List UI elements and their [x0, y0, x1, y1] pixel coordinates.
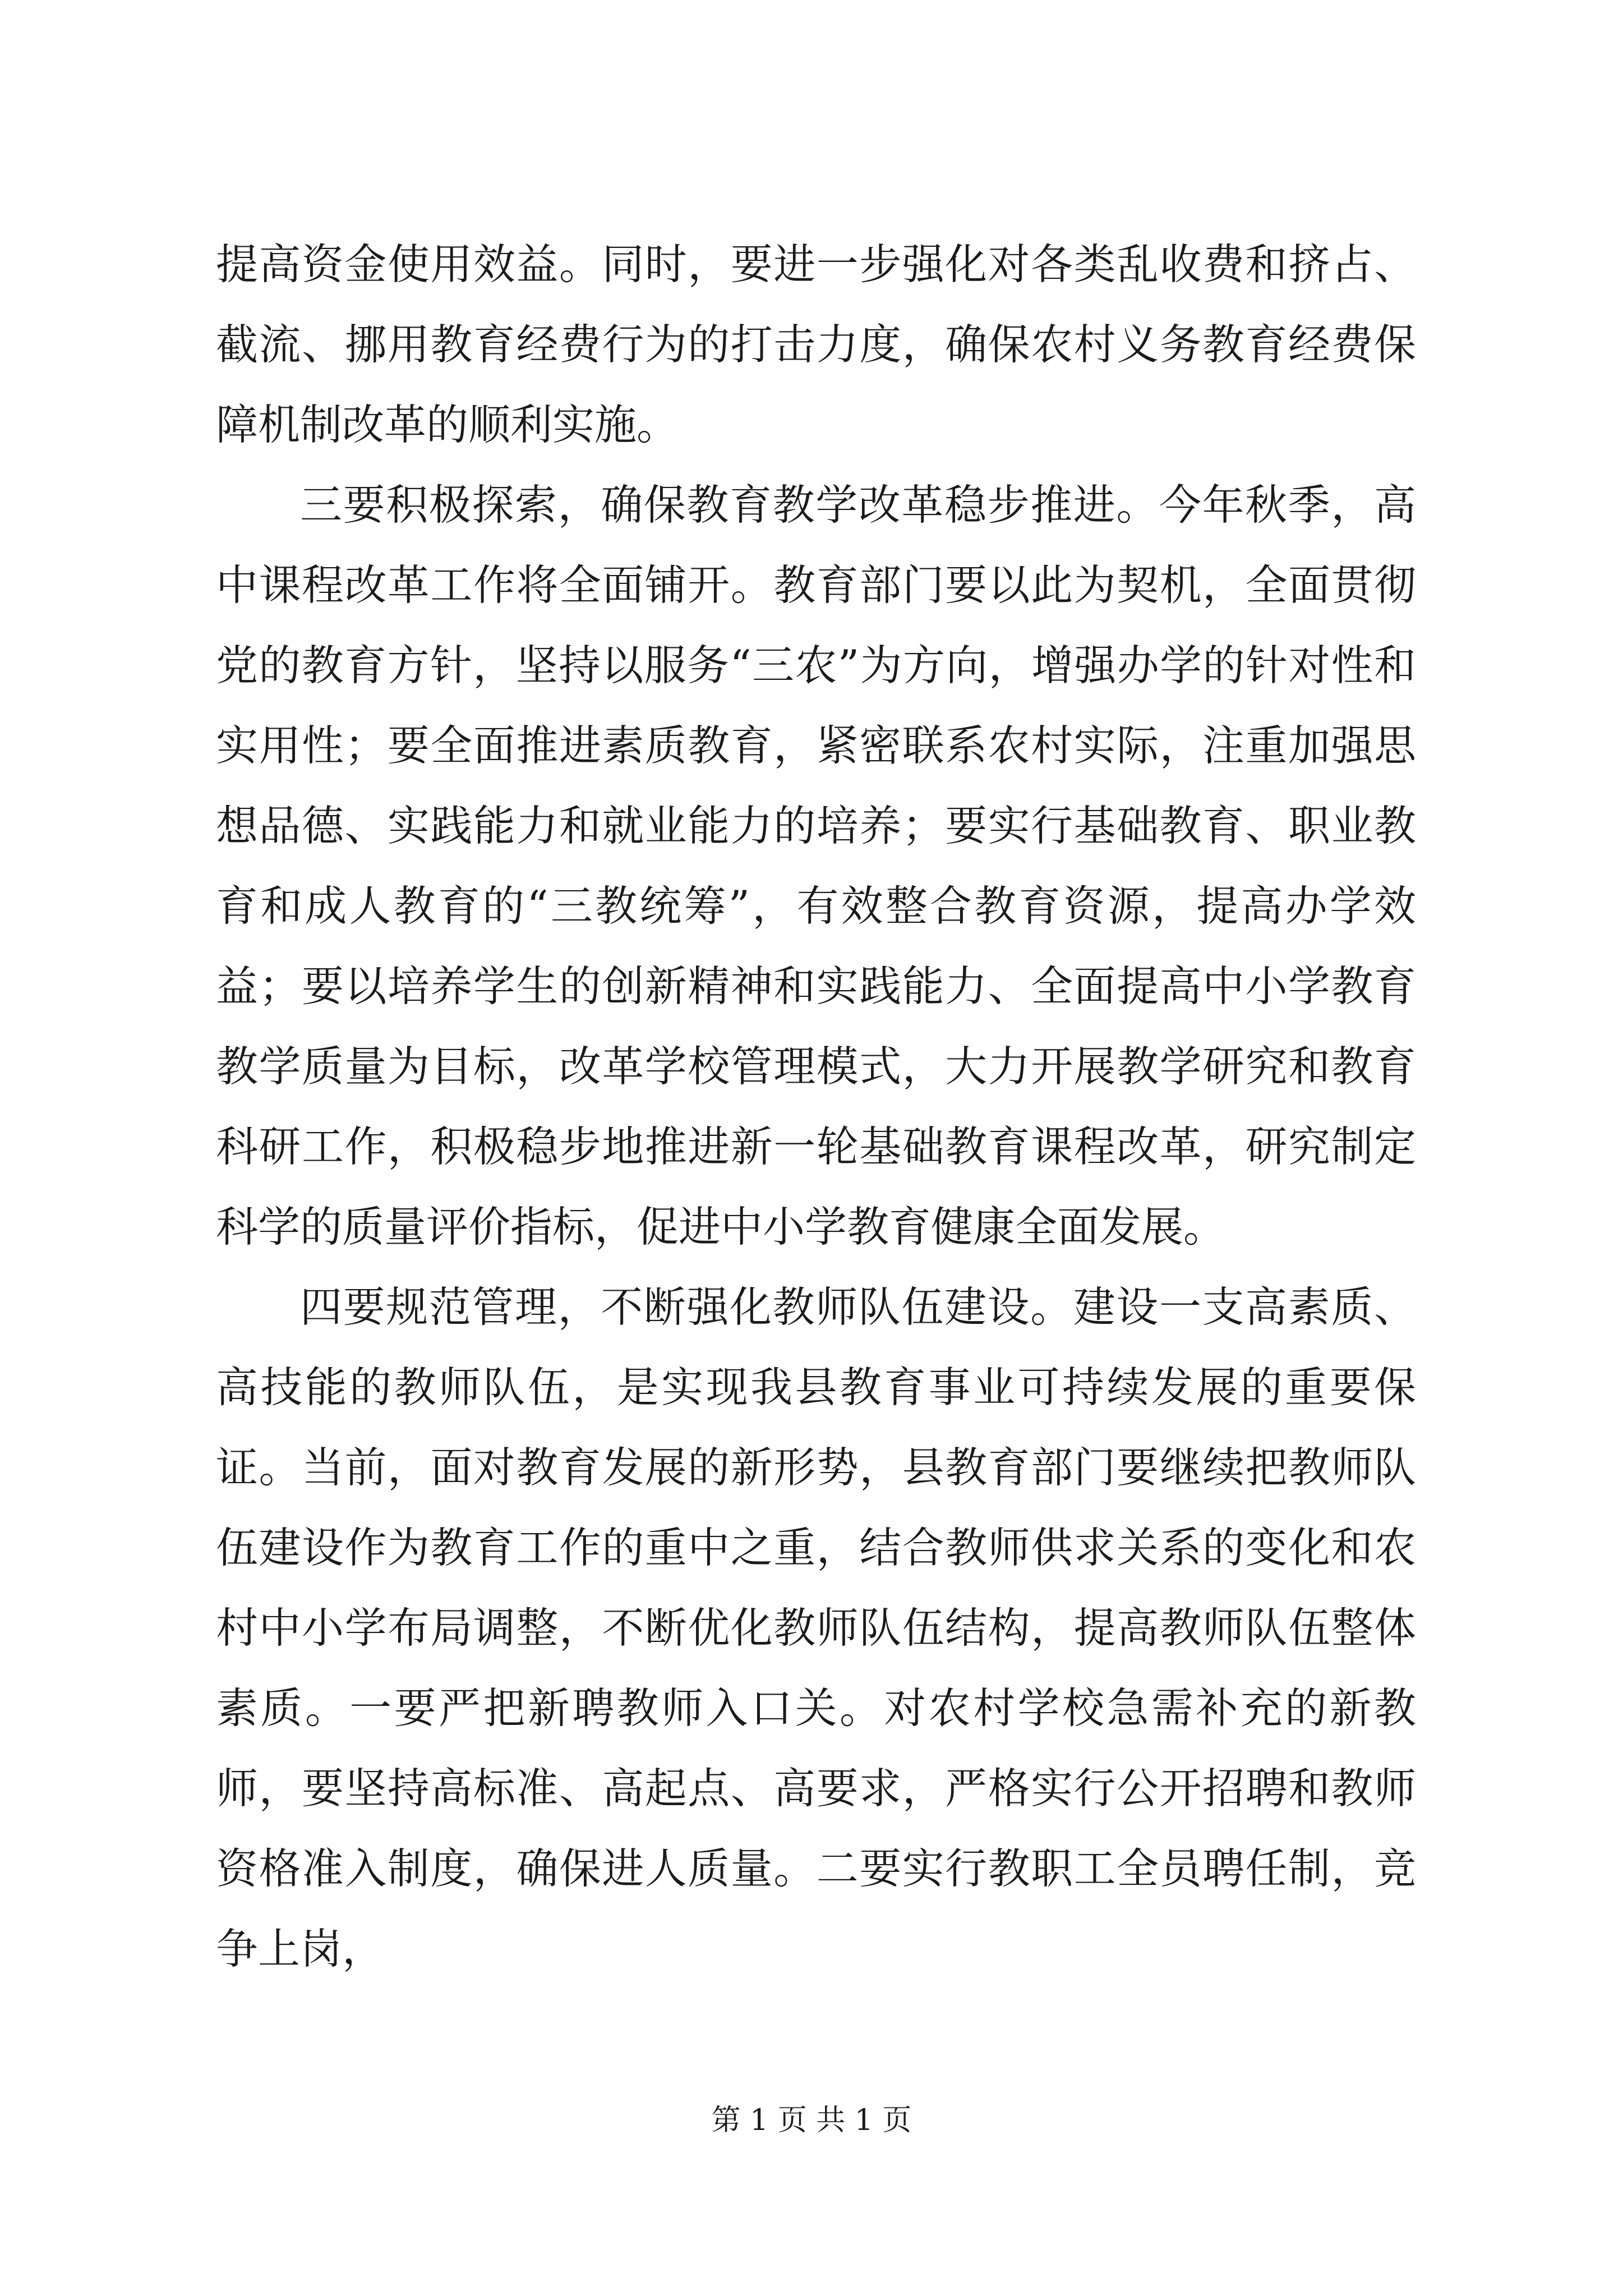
- document-body: [216, 224, 1416, 1989]
- paragraph-teacher-management: 四要规范管理，不断强化教师队伍建设。建设一支高素质、高技能的教师队伍，是实现我县教育事业可持续发展的重要保证。当前，面对教育发展的新形势，县教育部门要继续把教师队伍建设作为教育工作的重中之重，结合教师供求关系的变化和农村中小学布局调整，不断优化教师队伍结构，提高教师队伍整体素质。一要严把新聘教师入口关。对农村学校急需补充的新教师，要坚持高标准、高起点、高要求，严格实行公开招聘和教师资格准入制度，确保进人质量。二要实行教职工全员聘任制，竞争上岗，: [216, 1282, 1416, 1973]
- page-footer: 第 1 页 共 1 页: [711, 2104, 912, 2137]
- paragraph-continuation: 提高资金使用效益。同时，要进一步强化对各类乱收费和挤占、截流、挪用教育经费行为的打击力度，确保农村义务教育经费保障机制改革的顺利实施。: [216, 240, 1416, 449]
- paragraph-education-reform: 三要积极探索，确保教育教学改革稳步推进。今年秋季，高中课程改革工作将全面铺开。教育部门要以此为契机，全面贯彻党的教育方针，坚持以服务“三农”为方向，增强办学的针对性和实用性；要全面推进素质教育，紧密联系农村实际，注重加强思想品德、实践能力和就业能力的培养；要实行基础教育、职业教育和成人教育的“三教统筹”，有效整合教育资源，提高办学效益；要以培养学生的创新精神和实践能力、全面提高中小学教育教学质量为目标，改革学校管理模式，大力开展教学研究和教育科研工作，积极稳步地推进新一轮基础教育课程改革，研究制定科学的质量评价指标，促进中小学教育健康全面发展。: [216, 480, 1416, 1251]
